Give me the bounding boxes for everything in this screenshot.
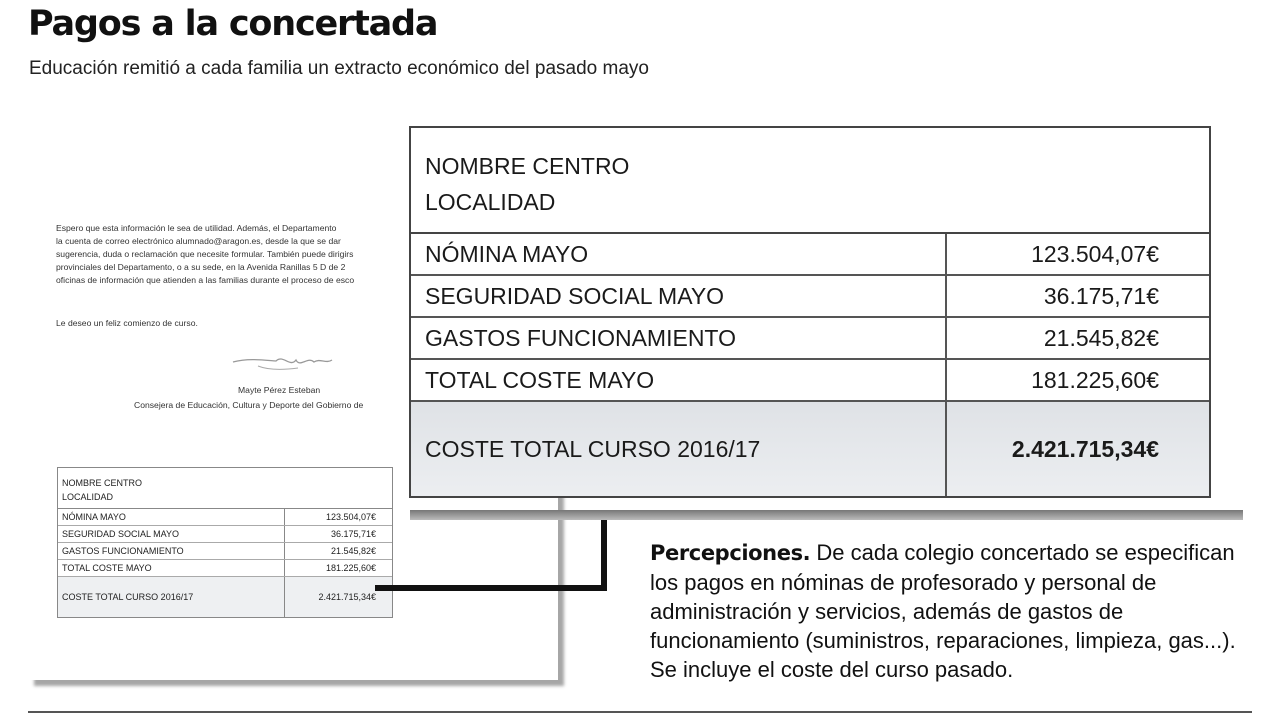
total-value: 2.421.715,34€ [1011,436,1159,462]
zoomed-statement-table [409,126,1211,498]
caption-text: De cada colegio concertado se especifican los pagos en nóminas de profesorado y personal de administración y servicios, además de gastos de funcionamiento (suministros, reparaciones, limpieza, gas...). Se incluye el coste del curso pasado. [650,540,1236,682]
row-label: SEGURIDAD SOCIAL MAYO [58,526,285,542]
row-label: SEGURIDAD SOCIAL MAYO [411,276,947,316]
letter-line: Espero que esta información le sea de utilidad. Además, el Departamento [56,223,337,233]
row-value: 123.504,07€ [325,512,376,522]
zoomed-table-header [411,128,1209,234]
table-row [411,360,1209,402]
letter-greeting: Le deseo un feliz comienzo de curso. [56,318,198,328]
caption [650,538,1240,684]
bottom-divider [28,711,1252,713]
row-value: 181.225,60€ [1031,367,1159,393]
row-value: 36.175,71€ [330,529,376,539]
signer-name: Mayte Pérez Esteban [238,385,321,395]
signer-title: Consejera de Educación, Cultura y Deporte del Gobierno de [134,400,364,410]
row-value: 123.504,07€ [1031,241,1159,267]
letter-line: la cuenta de correo electrónico alumnado@aragon.es, desde la que se dar [56,236,341,246]
row-label: NÓMINA MAYO [58,509,285,525]
row-label: TOTAL COSTE MAYO [411,360,947,400]
letter-line: provinciales del Departamento, o a su sede, en la Avenida Ranillas 5 D de 2 [56,262,346,272]
caption-lead: Percepciones. [650,541,811,565]
total-label: COSTE TOTAL CURSO 2016/17 [58,577,285,617]
letter-line: oficinas de información que atienden a las familias durante el proceso de esco [56,275,355,285]
table-row [411,276,1209,318]
row-value: 21.545,82€ [330,546,376,556]
total-value: 2.421.715,34€ [318,592,376,602]
locality-label: LOCALIDAD [62,492,114,502]
row-value: 181.225,60€ [325,563,376,573]
table-row [58,560,392,577]
total-row [411,402,1209,496]
small-table-header [58,468,392,509]
row-label: GASTOS FUNCIONAMIENTO [58,543,285,559]
letter-line: sugerencia, duda o reclamación que necesite formular. También puede dirigirs [56,249,354,259]
row-label: TOTAL COSTE MAYO [58,560,285,576]
row-label: GASTOS FUNCIONAMIENTO [411,318,947,358]
table-row [58,526,392,543]
letter-body [56,222,416,287]
total-label: COSTE TOTAL CURSO 2016/17 [411,402,947,496]
table-row [411,234,1209,276]
center-name-label: NOMBRE CENTRO [425,153,630,179]
row-value: 36.175,71€ [1043,283,1159,309]
headline: Pagos a la concertada [28,4,438,44]
row-label: NÓMINA MAYO [411,234,947,274]
connector-line [370,510,620,610]
total-row [58,577,392,617]
table-row [411,318,1209,360]
signature-image [228,348,338,378]
zoom-shadow [410,510,1243,520]
center-name-label: NOMBRE CENTRO [62,478,143,488]
table-row [58,509,392,526]
small-statement-table [57,467,393,618]
locality-label: LOCALIDAD [425,189,556,215]
table-row [58,543,392,560]
row-value: 21.545,82€ [1043,325,1159,351]
subheadline: Educación remitió a cada familia un extracto económico del pasado mayo [29,58,649,79]
